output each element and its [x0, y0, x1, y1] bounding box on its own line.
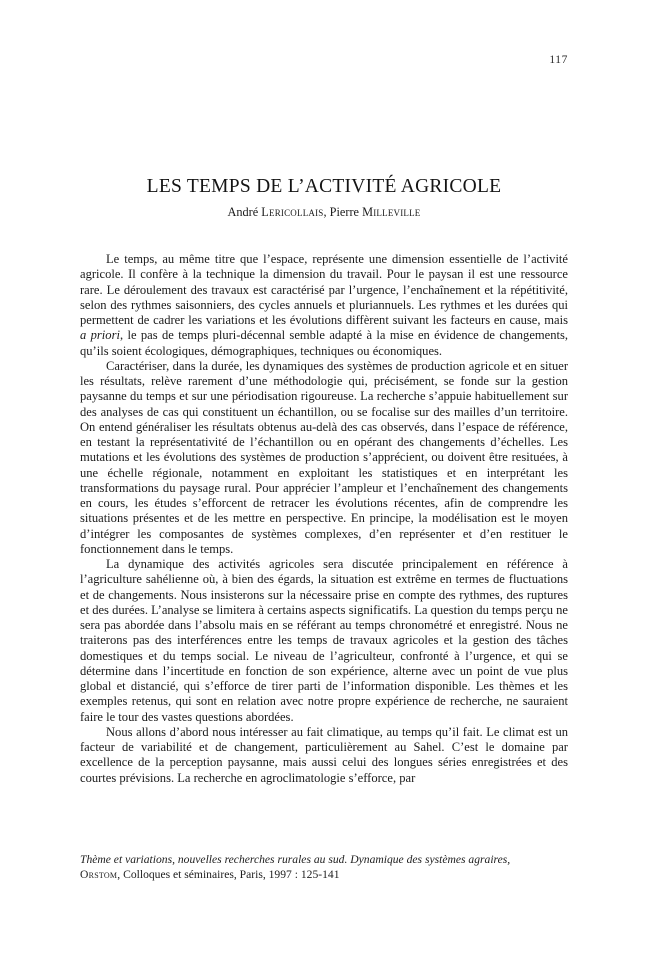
author-1-surname: Lericollais	[261, 205, 324, 220]
paragraph-1	[80, 252, 568, 359]
author-separator: ,	[323, 205, 330, 220]
page-title: LES TEMPS DE L’ACTIVITÉ AGRICOLE	[146, 176, 502, 197]
page-number: 117	[549, 54, 568, 66]
footer-publisher: Orstom	[80, 868, 118, 882]
author-2-firstname: Pierre	[329, 205, 363, 220]
footer-source-title: Thème et variations, nouvelles recherches rurales au sud. Dynamique des systèmes agraires,	[80, 853, 511, 866]
paragraph-1-emphasis: a priori	[80, 328, 120, 343]
paragraph-1-head: Le temps, au même titre que l’espace, représente une dimension essentielle de l’activité agricole. Il confère à la technique la dimension du travail. Pour le paysan il est une ressource rare. Le déroulement des travaux est caractérisé par l’urgence, l’enchaînement et la répétitivité, selon des rythmes saisonniers, des cycles annuels et pluriannuels. Les rythmes et les durées qui permettent de cadrer les variations et les évolutions diffèrent suivant les facteurs en cause, mais	[80, 252, 568, 327]
body-text	[80, 252, 568, 786]
footer-publication-details: , Colloques et séminaires, Paris, 1997 : 125-141	[117, 868, 340, 882]
author-line	[80, 205, 568, 220]
footer-publication-line	[80, 867, 568, 882]
paragraph-4: Nous allons d’abord nous intéresser au fait climatique, au temps qu’il fait. Le climat est un facteur de variabilité et de changement, particulièrement au Sahel. C’est le domaine par excellence de la perception paysanne, mais aussi celui des longues séries enregistrées et des courtes prévisions. La recherche en agroclimatologie s’efforce, par	[80, 724, 568, 785]
paragraph-2: Caractériser, dans la durée, les dynamiques des systèmes de production agricole et en situer les résultats, relève rarement d’une méthodologie qui, précisément, se fonde sur la gestion paysanne du temps et sur une périodisation rigoureuse. La recherche s’appuie habituellement sur des analyses de cas qui constituent un échantillon, ou se focalise sur des mailles d’un territoire. On entend généraliser les résultats obtenus au-delà des cas observés, dans l’espace de référence, en testant la représentativité de l’échantillon ou en opérant des changements d’échelles. Les mutations et les évolutions des systèmes de production s’apprécient, ou doivent être resituées, à une échelle régionale, notamment en exploitant les statistiques et en interprétant les transformations du paysage rural. Pour apprécier l’ampleur et l’enchaînement des changements en cours, les études s’efforcent de retracer les évolutions récentes, afin de comprendre les situations présentes et de les mettre en perspective. En principe, la modélisation est le moyen d’intégrer les composantes de systèmes complexes, d’en représenter et d’en restituer le fonctionnement dans le temps.	[80, 358, 568, 556]
paragraph-3: La dynamique des activités agricoles sera discutée principalement en référence à l’agriculture sahélienne où, à bien des égards, la situation est extrême en termes de fluctuations et de changements. Nous insisterons sur la nécessaire prise en compte des rythmes, des ruptures et des durées. L’analyse se limitera à certains aspects significatifs. La question du temps perçu ne sera pas abordée dans l’absolu mais en se référant au temps chronométré et enregistré. Nous ne traiterons pas des interférences entre les temps de travaux agricoles et la gestion des tâches domestiques et du temps social. Le niveau de l’agriculteur, confronté à l’urgence, et qui se détermine dans l’incertitude en fonction de son expérience, alterne avec un point de vue plus global et distancié, qui s’efforce de tirer parti de l’information disponible. Les thèmes et les exemples retenus, qui sont en relation avec notre propre expérience de recherche, ne sauraient faire le tour des vastes questions abordées.	[80, 557, 568, 724]
author-2-surname: Milleville	[362, 205, 421, 220]
paragraph-1-tail: , le pas de temps pluri-décennal semble adapté à la mise en évidence de changements, qu’ils soient écologiques, démographiques, techniques ou économiques.	[80, 328, 568, 358]
footer-reference	[80, 852, 568, 883]
title-block	[80, 176, 568, 220]
author-1-firstname: André	[227, 205, 262, 220]
